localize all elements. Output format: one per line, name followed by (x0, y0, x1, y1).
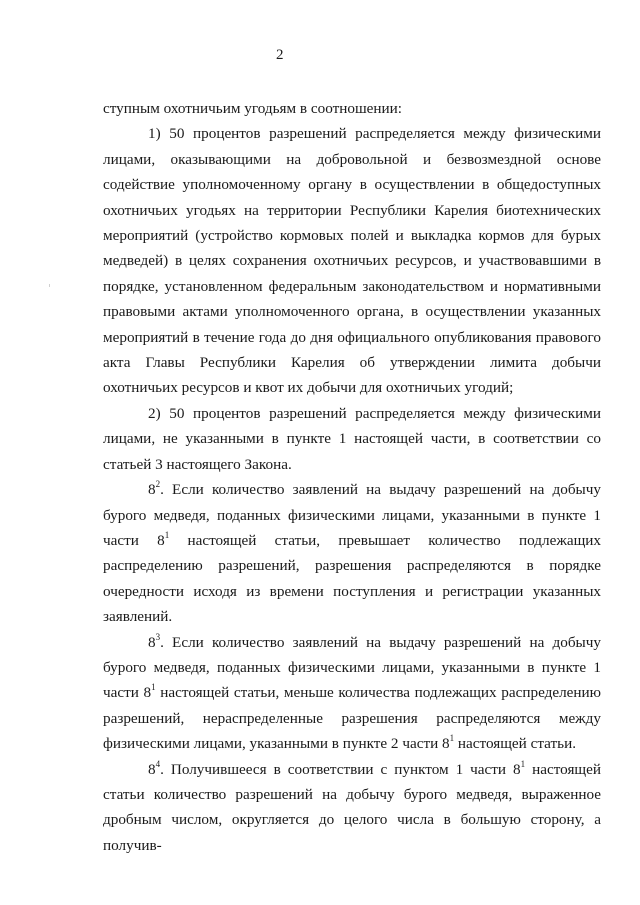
paragraph-item-1: 1) 50 процентов разрешений распределяется между физическими лицами, оказывающими на добровольной и безвозмездной основе содействие уполномоченному органу в осуществлении в общедоступных охотничьих угодьях на территории Республики Карелия биотехнических мероприятий (устройство кормовых полей и выкладка кормов для бурых медведей) в целях сохранения охотничьих ресурсов, и участвовавшими в порядке, установленном федеральным законодательством и нормативными правовыми актами уполномоченного органа, в осуществлении указанных мероприятий в течение года до дня официального опубликования правового акта Главы Республики Карелия об утверждении лимита добычи охотничьих ресурсов и квот их добычи для охотничьих угодий; (103, 125, 601, 397)
document-body (103, 96, 601, 858)
clause-text: . Если количество заявлений на выдачу разрешений на добычу бурого медведя, поданных физическими лицами, указанными в пункте 1 части 8 (103, 633, 601, 702)
paragraph-item-2: 2) 50 процентов разрешений распределяется между физическими лицами, не указанными в пункте 1 настоящей части, в соответствии со статьей 3 настоящего Закона. (103, 404, 601, 473)
clause-text: . Если количество заявлений на выдачу разрешений на добычу бурого медведя, поданных физическими лицами, указанными в пункте 1 части 8 (103, 481, 601, 549)
reference-superscript: 1 (520, 758, 526, 769)
clause-text: настоящей статьи. (454, 735, 577, 753)
clause-superscript: 4 (155, 758, 161, 769)
clause-number: 8 (148, 760, 156, 778)
paragraph-8-4 (103, 757, 601, 859)
clause-text: настоящей статьи, превышает количество подлежащих распределению разрешений, разрешения распределяются в порядке очередности исходя из времени поступления и регистрации указанных заявлений. (103, 531, 601, 626)
paragraph-8-2 (103, 477, 601, 629)
reference-superscript: 1 (164, 529, 170, 540)
scan-mark (49, 284, 50, 287)
clause-number: 8 (148, 481, 156, 499)
reference-superscript: 1 (151, 682, 156, 693)
clause-number: 8 (148, 633, 156, 651)
paragraph-continuation: ступным охотничьим угодьям в соотношении: (103, 100, 402, 117)
clause-superscript: 2 (155, 479, 161, 490)
clause-text: . Получившееся в соответствии с пунктом 1 части 8 (160, 760, 521, 778)
clause-text: настоящей статьи количество разрешений на добычу бурого медведя, выраженное дробным числом, округляется до целого числа в большую сторону, а получив- (103, 760, 601, 854)
paragraph-8-3 (103, 630, 601, 757)
page-number: 2 (276, 47, 284, 63)
reference-superscript: 1 (449, 733, 455, 744)
clause-superscript: 3 (155, 631, 161, 642)
clause-text: настоящей статьи, меньше количества подлежащих распределению разрешений, нераспределенные разрешения распределяются между физическими лицами, указанными в пункте 2 части 8 (103, 684, 601, 753)
